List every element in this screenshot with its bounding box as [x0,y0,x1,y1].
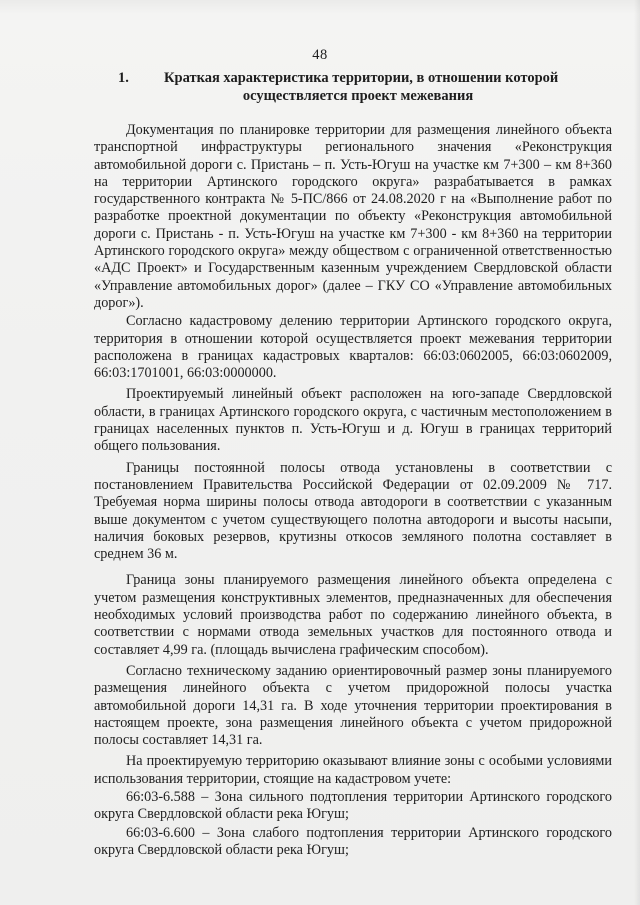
paragraph-location: Проектируемый линейный объект расположен на юго-западе Свердловской области, в границах Артинского городского округа, с частичным местоположением в границах населенных пунктов п. Усть-Югуш и д. Югуш в границах территорий общего пользования. [94,386,612,455]
scan-shadow-right [634,0,640,905]
scan-shadow-top [0,0,640,14]
paragraph-zone-strong-flooding: 66:03-6.588 – Зона сильного подтопления территории Артинского городского округа Свердловской области река Югуш; [94,788,612,823]
paragraph-zone-boundary: Граница зоны планируемого размещения линейного объекта определена с учетом размещения конструктивных элементов, предназначенных для обеспечения необходимых условий производства работ по содержанию линейного объекта, в соответствии с нормами отвода земельных участков для постоянного отвода и составляет 4,99 га. (площадь вычислена графическим способом). [94,572,612,658]
section-heading [118,69,588,105]
section-title-part-1: Краткая характеристика территории, в отношении которой [164,70,559,86]
section-heading-line-1 [118,69,588,87]
paragraph-special-zones-intro: На проектируемую территорию оказывают влияние зоны с особыми условиями использования территории, стоящие на кадастровом учете: [94,753,612,787]
paragraph-documentation: Документация по планировке территории для размещения линейного объекта транспортной инфраструктуры регионального значения «Реконструкция автомобильной дороги с. Пристань – п. Усть-Югуш на участке км 7+300 – км 8+360 на территории Артинского городского округа» разрабатывается в рамках государственного контракта № 5-ПС/866 от 24.08.2020 г на «Выполнение работ по разработке проектной документации по объекту «Реконструкция автомобильной дороги с. Пристань - п. Усть-Югуш на участке км 7+300 - км 8+360 на территории Артинского городского округа» между обществом с ограниченной ответственностью «АДС Проект» и Государственным казенным учреждением Свердловской области «Управление автомобильных дорог» (далее – ГКУ СО «Управление автомобильных дорог»). [94,122,612,311]
paragraph-cadastral-division: Согласно кадастровому делению территории Артинского городского округа, территория в отношении которой осуществляется проект межевания территории расположена в границах кадастровых кварталов: 66:03:0602005, 66:03:0602009, 66:03:1701001, 66:03:0000000. [94,313,612,382]
paragraph-zone-weak-flooding: 66:03-6.600 – Зона слабого подтопления территории Артинского городского округа Свердловской области река Югуш; [94,824,612,858]
paragraph-technical-task: Согласно техническому заданию ориентировочный размер зоны планируемого размещения линейного объекта с учетом придорожной полосы участка автомобильной дороги 14,31 га. В ходе уточнения территории проектирования в настоящем проекте, зона размещения линейного объекта с учетом придорожной полосы составляет 14,31 га. [94,662,612,749]
body-text [94,122,612,859]
page-number: 48 [312,47,328,63]
paragraph-right-of-way: Границы постоянной полосы отвода установлены в соответствии с постановлением Правительства Российской Федерации от 02.09.2009 № 717. Требуемая норма ширины полосы отвода автодороги в соответствии с указанным выше документом с учетом существующего полотна автодороги и высоты насыпи, наличия боковых резервов, крутизны откосов земляного полотна составляет в среднем 36 м. [94,459,612,563]
section-title-part-2: осуществляется проект межевания [242,88,474,104]
section-number: 1. [118,70,129,86]
